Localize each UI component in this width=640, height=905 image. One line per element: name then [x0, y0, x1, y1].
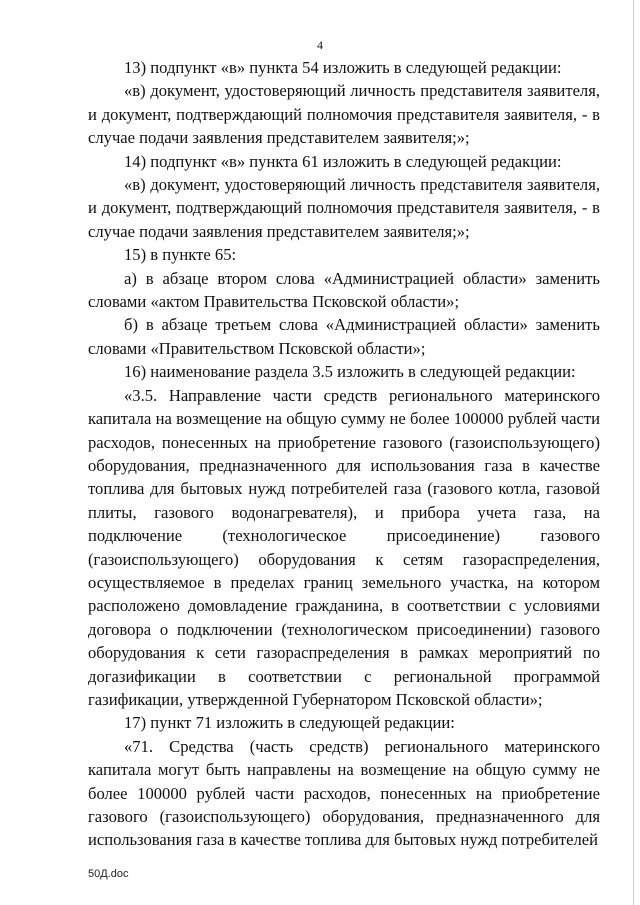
paragraph: «в) документ, удостоверяющий личность представителя заявителя, и документ, подтверждающий полномочия представителя заявителя, - в случае подачи заявления представителем заявителя;»; [88, 175, 600, 241]
paragraph: 16) наименование раздела 3.5 изложить в следующей редакции: [124, 362, 576, 382]
file-name-footer: 50Д.doc [88, 868, 129, 880]
paragraph: «3.5. Направление части средств регионального материнского капитала на возмещение на общую сумму не более 100000 рублей части расходов, понесенных на приобретение газового (газоиспользующего) оборудования, предназначенного для использования газа в качестве топлива для бытовых нужд потребителей газа (газового котла, газовой плиты, газового водонагревателя), и прибора учета газа, на подключение (технологическое присоединение) газового (газоиспользующего) оборудования к сетям газораспределения, осуществляемое в пределах границ земельного участка, на котором расположено домовладение гражданина, в соответствии с условиями договора о подключении (технологическом присоединении) газового оборудования к сети газораспределения в рамках мероприятий по догазификации в соответствии с региональной программой газификации, утвержденной Губернатором Псковской области»; [88, 385, 600, 709]
paragraph: «в) документ, удостоверяющий личность представителя заявителя, и документ, подтверждающий полномочия представителя заявителя, - в случае подачи заявления представителем заявителя;»; [88, 81, 600, 148]
paragraph: 17) пункт 71 изложить в следующей редакции: [124, 713, 455, 733]
paragraph: 14) подпункт «в» пункта 61 изложить в следующей редакции: [124, 151, 562, 171]
document-body [88, 56, 600, 852]
paragraph: б) в абзаце третьем слова «Администрацией области» заменить словами «Правительством Псковской области»; [88, 315, 600, 358]
page-number: 4 [317, 38, 323, 52]
paragraph: 15) в пункте 65: [124, 245, 237, 265]
scan-edge-line [633, 0, 634, 905]
paragraph: «71. Средства (часть средств) регионального материнского капитала могут быть направлены на возмещение на общую сумму не более 100000 рублей части расходов, понесенных на приобретение газового (газоиспользующего) оборудования, предназначенного для использования газа в качестве топлива для бытовых нужд потребителей [88, 736, 600, 850]
paragraph: 13) подпункт «в» пункта 54 изложить в следующей редакции: [124, 58, 562, 77]
paragraph: а) в абзаце втором слова «Администрацией области» заменить словами «актом Правительства Псковской области»; [88, 268, 600, 312]
